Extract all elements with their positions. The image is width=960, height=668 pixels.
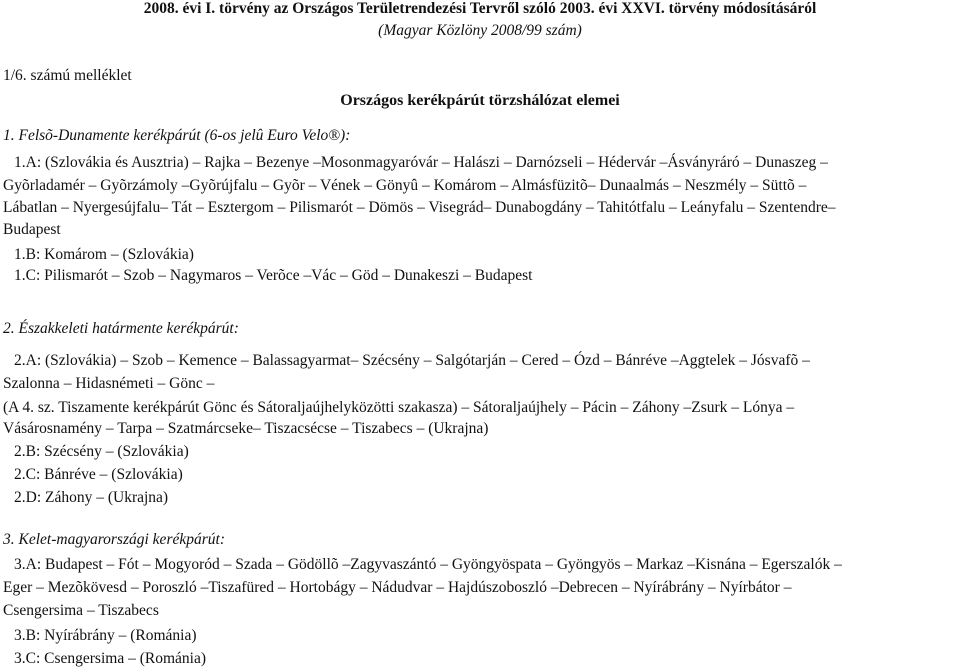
route-line: 1.A: (Szlovákia és Ausztria) – Rajka – Bezenye –Mosonmagyaróvár – Halászi – Darnózseli – Hédervár –Ásványráró – Dunaszeg – [14,154,828,171]
route-line: Lábatlan – Nyergesújfalu– Tát – Esztergom – Pilismarót – Dömös – Visegrád– Dunabogdány – Tahitótfalu – Leányfalu – Szentendre– [3,199,836,216]
route-line: 2.C: Bánréve – (Szlovákia) [14,466,183,483]
route-line: 3.B: Nyírábrány – (Románia) [14,627,197,644]
route-line: Csengersima – Tiszabecs [3,602,159,619]
section-1-heading: 1. Felsõ-Dunamente kerékpárút (6-os jelû Euro Velo®): [3,127,351,144]
route-line: 3.A: Budapest – Fót – Mogyoród – Szada – Gödöllõ –Zagyvaszántó – Gyöngyöspata – Gyöngyös – Markaz –Kisnána – Egerszalók – [14,556,842,573]
section-2-heading: 2. Északkeleti határmente kerékpárút: [3,320,239,337]
route-line: (A 4. sz. Tiszamente kerékpárút Gönc és Sátoraljaújhelyközötti szakasza) – Sátoraljaújhely – Pácin – Záhony –Zsurk – Lónya – [3,399,795,416]
route-line: Gyõrladamér – Gyõrzámoly –Gyõrújfalu – Gyõr – Vének – Gönyû – Komárom – Almásfüzitõ– Dunaalmás – Neszmély – Süttõ – [3,177,807,194]
route-line: 3.C: Csengersima – (Románia) [14,650,206,667]
route-line: 1.B: Komárom – (Szlovákia) [14,246,194,263]
document-title: Országos kerékpárút törzshálózat elemei [340,92,620,109]
annex-label: 1/6. számú melléklet [3,67,132,84]
route-line: Szalonna – Hidasnémeti – Gönc – [3,375,215,392]
route-line: Vásárosnamény – Tarpa – Szatmárcseke– Tiszacsécse – Tiszabecs – (Ukrajna) [3,420,489,437]
route-line: 2.B: Szécsény – (Szlovákia) [14,443,189,460]
gazette-reference: (Magyar Közlöny 2008/99 szám) [378,22,582,39]
route-line: 2.D: Záhony – (Ukrajna) [14,489,169,506]
route-line: 2.A: (Szlovákia) – Szob – Kemence – Balassagyarmat– Szécsény – Salgótarján – Cered – Ózd – Bánréve –Aggtelek – Jósvafõ – [14,352,810,369]
section-3-heading: 3. Kelet-magyarországi kerékpárút: [3,531,225,548]
route-line: 1.C: Pilismarót – Szob – Nagymaros – Verõce –Vác – Göd – Dunakeszi – Budapest [14,267,533,284]
route-line: Eger – Mezõkövesd – Poroszló –Tiszafüred – Hortobágy – Nádudvar – Hajdúszoboszló –Debrecen – Nyírábrány – Nyírbátor – [3,579,792,596]
law-title: 2008. évi I. törvény az Országos Területrendezési Tervről szóló 2003. évi XXVI. törvény módosításáról [143,0,817,17]
route-line: Budapest [3,221,61,238]
